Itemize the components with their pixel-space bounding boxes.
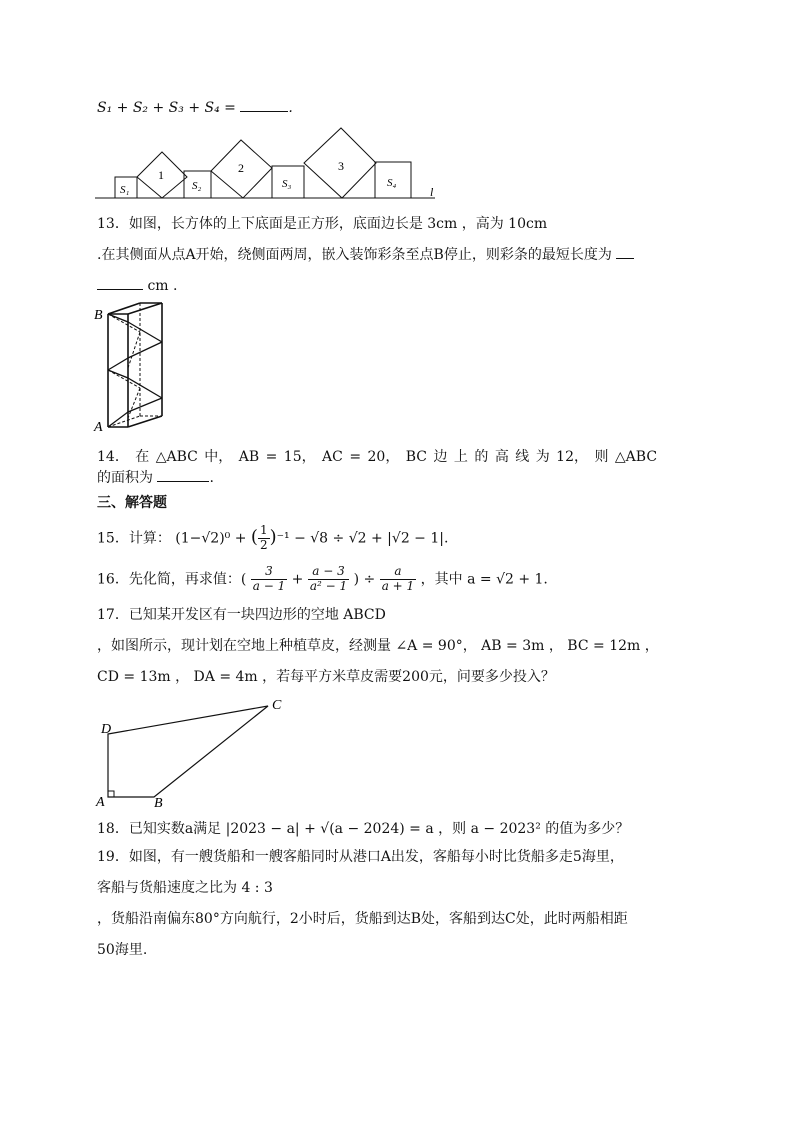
q16-fraction-3: $\frac{a}{a + 1}$: [381, 564, 415, 593]
fig12-label-1: 1: [158, 168, 164, 182]
q18-line: 18．已知实数a满足 |2023 − a| + √(a − 2024) = a ，则 a − 2023² 的值为多少？: [97, 821, 630, 837]
fig13-strip: [128, 342, 162, 358]
fig12-label-s3: S₃: [282, 178, 292, 190]
q15-expression-part1: (1−√2)⁰ +: [175, 530, 247, 547]
q16-prefix: 16．先化简，再求值：(: [97, 571, 247, 588]
q12-answer-blank: [240, 111, 288, 112]
q16-suffix: ，其中 a = √2 + 1.: [420, 571, 548, 588]
q19-line3: ，货船沿南偏东80°方向航行，2小时后，货船到达B处，客船到达C处，此时两船相距: [97, 911, 628, 927]
q16-fraction-2: $\frac{a - 3}{\text{a² − 1}}$: [309, 564, 348, 593]
q13-line2-text: .在其侧面从点A开始，绕侧面两周，嵌入装饰彩条至点B停止，则彩条的最短长度为: [97, 247, 612, 263]
q17-line3: CD = 13m ， DA = 4m ，若每平方米草皮需要200元，问要多少投入？: [97, 669, 555, 685]
q17-line1: 17．已知某开发区有一块四边形的空地 ABCD: [97, 607, 386, 623]
q13-line2: [97, 246, 634, 264]
q15-line: 15．计算： (1−√2)⁰ + ( $\frac{1}{2}$ )⁻¹ − √8 ÷ √2 + |√2 − 1|.: [97, 523, 449, 552]
q14-line2-text: 的面积为: [97, 470, 153, 486]
fig13-strip: [108, 412, 128, 427]
fig13-strip: [108, 370, 128, 378]
q16-fraction-1: $\frac{3}{a - 1}$: [252, 564, 286, 593]
fig17-label-d: D: [101, 722, 112, 737]
fig13-strip: [128, 398, 162, 412]
fig12-label-3: 3: [338, 159, 344, 173]
q15-expression-part2: ⁻¹ − √8 ÷ √2 + |√2 − 1|.: [276, 530, 449, 547]
fig17-label-c: C: [272, 698, 282, 713]
q17-line2: ，如图所示，现计划在空地上种植草皮，经测量 ∠A = 90°， AB = 3m ， BC = 12m ，: [97, 638, 659, 654]
fig12-label-2: 2: [238, 161, 244, 175]
q14-line1: 14． 在 △ABC 中， AB = 15， AC = 20， BC 边 上 的 高 线 为 12， 则 △ABC: [97, 449, 658, 465]
q13-line3: [97, 277, 177, 295]
fig12-label-s1: S₁: [120, 184, 130, 196]
fig17-quadrilateral-diagram: [92, 696, 292, 810]
section-title: 三、解答题: [97, 495, 167, 511]
fig13-hidden-strip: [128, 388, 140, 418]
fig12-label-l: l: [430, 185, 434, 199]
fig17-quadrilateral: [108, 706, 268, 797]
q13-answer-blank-end: [97, 289, 143, 290]
q14-line2: 的面积为 .: [97, 470, 214, 486]
fig17-label-b: B: [154, 796, 163, 810]
q15-fraction: $\frac{1}{2}$: [259, 523, 268, 552]
q19-line4: 50海里.: [97, 942, 148, 958]
q12-sum-expression: S₁ + S₂ + S₃ + S₄ =: [97, 100, 236, 116]
fig12-label-s2: S₂: [192, 180, 202, 192]
q16-line: 16．先化简，再求值：( $\frac{3}{a - 1}$ + $\frac{a - 3}{\text{a² − 1}}$ ) ÷ $\frac{a}{a + 1}$ ，其中 a = √2 + 1.: [97, 564, 548, 593]
fig13-strip: [108, 358, 128, 370]
fig13-strip: [128, 322, 162, 342]
q15-prefix: 15．计算：: [97, 530, 171, 547]
fig13-hidden-strip: [108, 370, 140, 388]
q13-answer-blank-start: [616, 258, 634, 259]
fig13-label-b: B: [94, 308, 103, 323]
fig13-label-a: A: [94, 420, 103, 435]
q13-line1: 13．如图，长方体的上下底面是正方形，底面边长是 3cm ，高为 10cm: [97, 216, 548, 232]
q13-unit: cm .: [147, 278, 178, 294]
q12-sum-text: S₁ + S₂ + S₃ + S₄ = .: [97, 100, 293, 116]
fig13-cuboid-diagram: [92, 300, 172, 435]
fig17-label-a: A: [96, 795, 105, 810]
fig17-right-angle-mark: [108, 791, 114, 797]
fig13-strip: [108, 314, 128, 322]
fig13-edge: [128, 416, 162, 427]
fig13-hidden-strip: [128, 332, 140, 368]
q19-line2: 客船与货船速度之比为 4 : 3: [97, 880, 273, 896]
q19-line1: 19．如图，有一艘货船和一艘客船同时从港口A出发，客船每小时比货船多走5海里，: [97, 849, 624, 865]
fig12-label-s4: S₄: [387, 177, 397, 189]
fig13-hidden-strip: [108, 314, 140, 332]
fig13-strip: [128, 378, 162, 398]
fig12-squares-diagram: [95, 126, 440, 202]
q14-answer-blank: [157, 481, 209, 482]
